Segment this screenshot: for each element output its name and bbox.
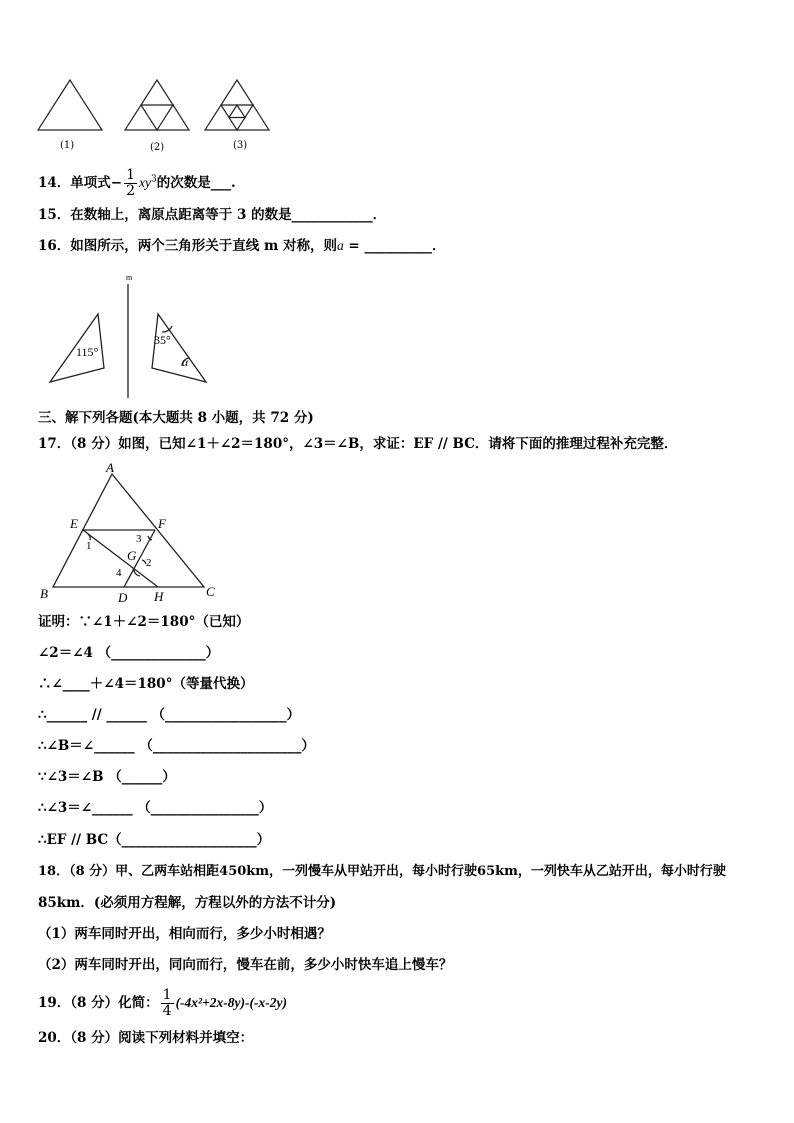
q14-frac-numerator: 1: [126, 167, 136, 183]
q16-suffix: = __________．: [343, 238, 446, 254]
angle-1-label: 1: [86, 540, 92, 552]
q19-prefix: 19．（8 分）化简：: [38, 995, 159, 1011]
proof-line-5: ∴∠B＝∠______ （______________________）: [38, 738, 315, 754]
q19-frac-denominator: 4: [162, 1003, 172, 1019]
question-19: [38, 988, 287, 1019]
proof-line-8: ∴EF // BC（____________________）: [38, 832, 271, 848]
line-m-label: m: [126, 273, 133, 282]
label-B: B: [40, 586, 48, 601]
alpha-label: α: [182, 355, 189, 369]
q16-variable: a: [336, 238, 344, 253]
q19-fraction: [161, 988, 174, 1019]
triangle-proof-figure: [36, 460, 226, 608]
proof-line-4: ∴______ // ______ （__________________）: [38, 707, 301, 723]
question-15: 15．在数轴上，离原点距离等于 3 的数是____________．: [38, 207, 387, 223]
label-D: D: [118, 590, 128, 605]
section-3-title: 三、解下列各题(本大题共 8 小题，共 72 分): [38, 410, 314, 426]
q19-expression: (-4x²+2x-8y)-(-x-2y): [175, 995, 287, 1010]
proof-line-2: ∠2＝∠4 （______________）: [38, 645, 220, 661]
q14-fraction: [124, 168, 137, 199]
question-18-line-2: 85km．(必须用方程解，方程以外的方法不计分): [38, 895, 337, 911]
q14-exponent: 3: [151, 174, 157, 185]
label-C: C: [206, 584, 215, 599]
angle-2-label: 2: [146, 557, 152, 569]
left-angle-label: 115°: [76, 345, 99, 359]
q14-number: 14．: [38, 175, 71, 191]
proof-line-3: ∴∠____＋∠4＝180°（等量代换）: [38, 676, 254, 692]
proof-line-6: ∵∠3＝∠B （______）: [38, 769, 176, 785]
angle-4-label: 4: [116, 567, 122, 579]
question-14: [38, 168, 236, 199]
label-A: A: [106, 460, 114, 475]
symmetry-figure: [40, 270, 220, 400]
proof-line-1: 证明：∵∠1＋∠2＝180°（已知）: [38, 614, 250, 630]
label-F: F: [158, 516, 166, 531]
q14-expression: xy: [139, 175, 152, 190]
angle-3-label: 3: [136, 533, 142, 545]
question-18-sub-2: （2）两车同时开出，同向而行，慢车在前，多少小时快车追上慢车？: [38, 957, 453, 973]
right-angle-label: 35°: [154, 333, 171, 347]
q14-prefix: 单项式−: [70, 175, 123, 191]
question-17: 17．（8 分）如图，已知∠1＋∠2＝180°，∠3＝∠B，求证：EF // BC．请将下面的推理过程补充完整．: [38, 436, 678, 452]
proof-line-7: ∴∠3＝∠______ （________________）: [38, 800, 273, 816]
question-18-sub-1: （1）两车同时开出，相向而行，多少小时相遇？: [38, 926, 331, 942]
label-H: H: [154, 589, 164, 604]
q14-frac-denominator: 2: [126, 183, 136, 199]
figure-label-1: (1): [60, 140, 75, 151]
label-E: E: [70, 516, 78, 531]
q14-suffix: 的次数是___.: [156, 175, 236, 191]
question-16: [38, 236, 445, 256]
question-18-line-1: 18．（8 分）甲、乙两车站相距450km，一列慢车从甲站开出，每小时行驶65km，一列快车从乙站开出，每小时行驶: [38, 864, 726, 879]
q19-frac-numerator: 1: [162, 987, 172, 1003]
q16-prefix: 16．如图所示，两个三角形关于直线 m 对称，则: [38, 238, 337, 254]
figure-label-2: (2): [150, 142, 165, 153]
figure-label-3: (3): [233, 140, 248, 151]
label-G: G: [127, 548, 137, 563]
question-20: 20．（8 分）阅读下列材料并填空：: [38, 1030, 254, 1046]
